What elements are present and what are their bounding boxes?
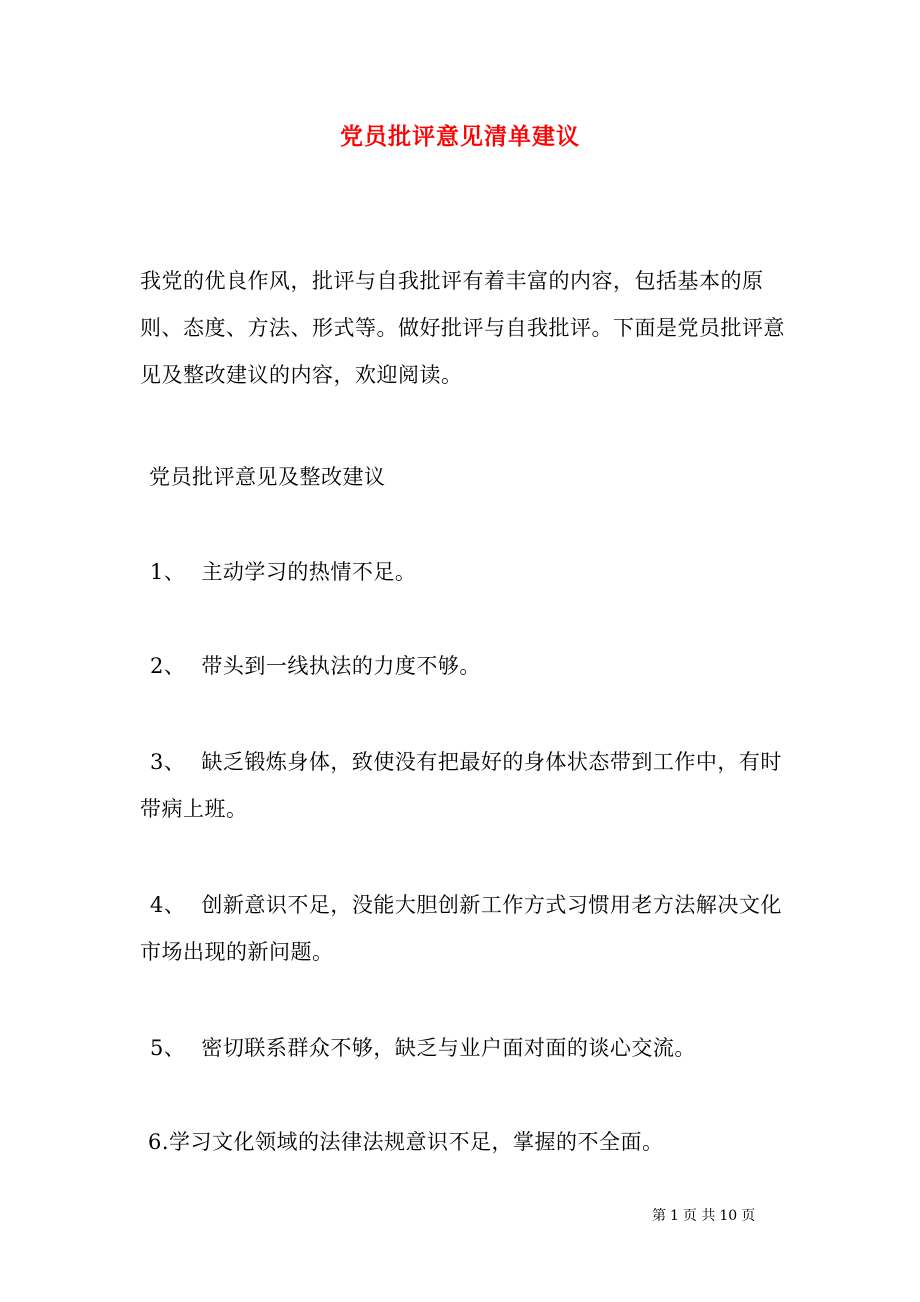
footer-total-pages: 10 [719, 1208, 738, 1224]
page-footer [650, 1205, 757, 1225]
item-number: 2、 [150, 654, 186, 678]
list-item [148, 1119, 793, 1166]
item-number: 3、 [150, 750, 186, 774]
item-text: 带头到一线执法的力度不够。 [201, 654, 481, 678]
item-continuation: 带病上班。 [140, 797, 248, 821]
list-item [150, 643, 795, 690]
footer-page-number: 1 [670, 1208, 679, 1224]
footer-prefix: 第 [652, 1208, 666, 1224]
page-title: 党员批评意见清单建议 [340, 123, 580, 150]
subheading: 党员批评意见及整改建议 [149, 465, 386, 489]
list-item [150, 1025, 795, 1072]
item-continuation: 市场出现的新问题。 [140, 940, 334, 964]
intro-paragraph: 我党的优良作风，批评与自我批评有着丰富的内容，包括基本的原则、态度、方法、形式等。做好批评与自我批评。下面是党员批评意见及整改建议的内容，欢迎阅读。 [140, 269, 785, 387]
list-item [140, 882, 795, 976]
item-text: 6.学习文化领域的法律法规意识不足，掌握的不全面。 [148, 1130, 664, 1154]
list-item [140, 739, 795, 833]
footer-middle: 页 共 [682, 1208, 716, 1224]
item-number: 4、 [150, 893, 186, 917]
item-text: 缺乏锻炼身体，致使没有把最好的身体状态带到工作中，有时 [201, 750, 782, 774]
item-text: 主动学习的热情不足。 [201, 560, 417, 584]
item-number: 1、 [150, 560, 186, 584]
list-item [150, 549, 795, 596]
item-text: 创新意识不足，没能大胆创新工作方式习惯用老方法解决文化 [201, 893, 782, 917]
item-number: 5、 [150, 1036, 186, 1060]
footer-suffix: 页 [741, 1208, 756, 1224]
item-text: 密切联系群众不够，缺乏与业户面对面的谈心交流。 [201, 1036, 696, 1060]
